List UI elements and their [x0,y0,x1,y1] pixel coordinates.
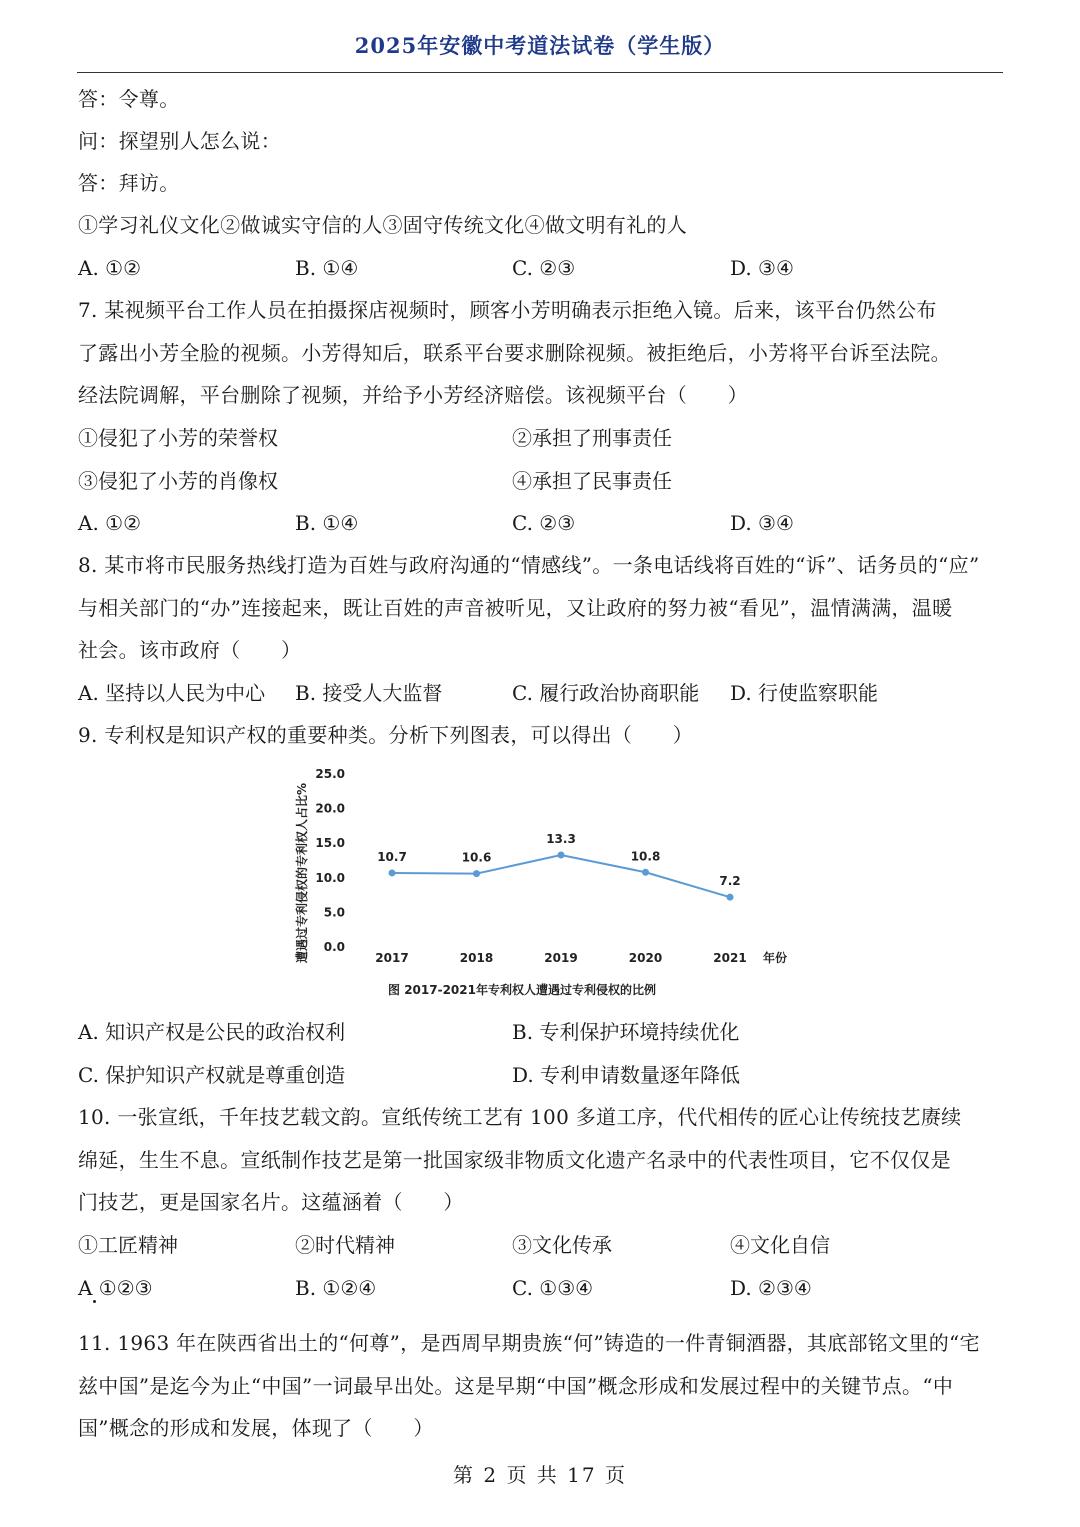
q10-option-c[interactable]: C. ①③④ [512,1276,594,1300]
q8-stem-line-3: 社会。该市政府（ ） [78,638,302,662]
q10-stem-line-3: 门技艺，更是国家名片。这蕴涵着（ ） [78,1190,464,1214]
q10-stem-line-1: 10. 一张宣纸，千年技艺载文韵。宣纸传统工艺有 100 多道工序，代代相传的匠心让传统技艺赓续 [78,1105,962,1129]
q9-option-c[interactable]: C. 保护知识产权就是尊重创造 [78,1063,346,1087]
header-divider [77,72,1003,73]
chart-data-label: 10.8 [630,849,661,864]
q10-item-3: ③文化传承 [512,1233,612,1257]
q10-item-4: ④文化自信 [730,1233,830,1257]
q10-option-a[interactable]: A ①②③ [78,1276,153,1300]
chart-data-point [642,869,649,876]
chart-data-point [727,894,734,901]
q7-option-b[interactable]: B. ①④ [295,511,359,535]
chart-data-point [389,869,396,876]
chart-x-tick-label: 2020 [628,951,663,965]
q7-item-1: ①侵犯了小芳的荣誉权 [78,426,278,450]
q9-option-a[interactable]: A. 知识产权是公民的政治权利 [78,1020,346,1044]
page-number-footer: 第 2 页 共 17 页 [453,1463,627,1487]
q7-stem-line-2: 了露出小芳全脸的视频。小芳得知后，联系平台要求删除视频。被拒绝后，小芳将平台诉至法院。 [78,341,951,365]
q6-option-b[interactable]: B. ①④ [295,256,359,280]
q10-option-d[interactable]: D. ②③④ [730,1276,812,1300]
q7-stem-line-1: 7. 某视频平台工作人员在拍摄探店视频时，顾客小芳明确表示拒绝入镜。后来，该平台仍然公布 [78,298,937,322]
chart-series-line [392,855,730,897]
chart-y-tick-label: 15.0 [315,836,345,851]
chart-x-tick-label: 2018 [459,951,494,965]
chart-y-tick-label: 5.0 [323,905,345,920]
q10-stem-line-2: 绵延，生生不息。宣纸制作技艺是第一批国家级非物质文化遗产名录中的代表性项目，它不仅仅是 [78,1148,951,1172]
chart-data-label: 10.6 [461,850,492,865]
chart-data-point [558,851,565,858]
q8-option-b[interactable]: B. 接受人大监督 [295,681,443,705]
chart-data-label: 13.3 [546,831,576,846]
chart-svg [270,755,810,1005]
q10-item-1: ①工匠精神 [78,1233,178,1257]
q9-option-b[interactable]: B. 专利保护环境持续优化 [512,1020,740,1044]
q6-line-1: 答：令尊。 [78,87,180,111]
chart-x-tick-label: 2017 [375,951,409,965]
chart-caption: 图 2017-2021年专利权人遭遇过专利侵权的比例 [388,983,656,997]
q8-stem-line-1: 8. 某市将市民服务热线打造为百姓与政府沟通的“情感线”。一条电话线将百姓的“诉”、话务员的“应” [78,553,980,577]
q7-option-c[interactable]: C. ②③ [512,511,576,535]
q7-item-4: ④承担了民事责任 [512,469,672,493]
q10-option-b[interactable]: B. ①②④ [295,1276,377,1300]
chart-y-tick-label: 20.0 [315,801,345,816]
chart-data-point [473,870,480,877]
chart-y-tick-label: 10.0 [315,870,345,885]
q7-item-2: ②承担了刑事责任 [512,426,672,450]
chart-x-tick-label: 2021 [713,951,747,965]
q7-stem-line-3: 经法院调解，平台删除了视频，并给予小芳经济赔偿。该视频平台（ ） [78,383,748,407]
chart-data-label: 7.2 [719,874,741,889]
q6-option-a[interactable]: A. ①② [78,256,142,280]
q6-option-d[interactable]: D. ③④ [730,256,794,280]
patent-infringement-chart [270,755,810,1005]
q7-option-d[interactable]: D. ③④ [730,511,794,535]
q10-item-2: ②时代精神 [295,1233,395,1257]
q6-items: ①学习礼仪文化②做诚实守信的人③固守传统文化④做文明有礼的人 [78,213,687,237]
chart-y-tick-label: 0.0 [323,940,345,954]
q11-stem-line-2: 兹中国”是迄今为止“中国”一词最早出处。这是早期“中国”概念形成和发展过程中的关键节点。“中 [78,1374,954,1398]
q6-line-3: 答：拜访。 [78,171,180,195]
q11-stem-line-1: 11. 1963 年在陕西省出土的“何尊”，是西周早期贵族“何”铸造的一件青铜酒器，其底部铭文里的“宅 [78,1331,980,1355]
q11-stem-line-3: 国”概念的形成和发展，体现了（ ） [78,1416,434,1440]
stray-dot [93,1300,96,1303]
chart-x-tick-label: 2019 [544,951,578,965]
q9-stem-line-1: 9. 专利权是知识产权的重要种类。分析下列图表，可以得出（ ） [78,723,694,747]
q8-stem-line-2: 与相关部门的“办”连接起来，既让百姓的声音被听见，又让政府的努力被“看见”，温情满满，温暖 [78,596,953,620]
chart-data-label: 10.7 [377,849,407,864]
chart-y-tick-label: 25.0 [315,767,345,781]
q9-option-d[interactable]: D. 专利申请数量逐年降低 [512,1063,741,1087]
q8-option-c[interactable]: C. 履行政治协商职能 [512,681,700,705]
q6-option-c[interactable]: C. ②③ [512,256,576,280]
q8-option-d[interactable]: D. 行使监察职能 [730,681,879,705]
q7-item-3: ③侵犯了小芳的肖像权 [78,469,278,493]
q6-line-2: 问：探望别人怎么说： [78,129,281,153]
q7-option-a[interactable]: A. ①② [78,511,142,535]
page-header-title: 2025年安徽中考道法试卷（学生版） [354,33,726,58]
chart-x-axis-title: 年份 [762,951,788,965]
chart-y-axis-title: 遭遇过专利侵权的专利权人占比% [295,782,309,964]
q8-option-a[interactable]: A. 坚持以人民为中心 [78,681,266,705]
